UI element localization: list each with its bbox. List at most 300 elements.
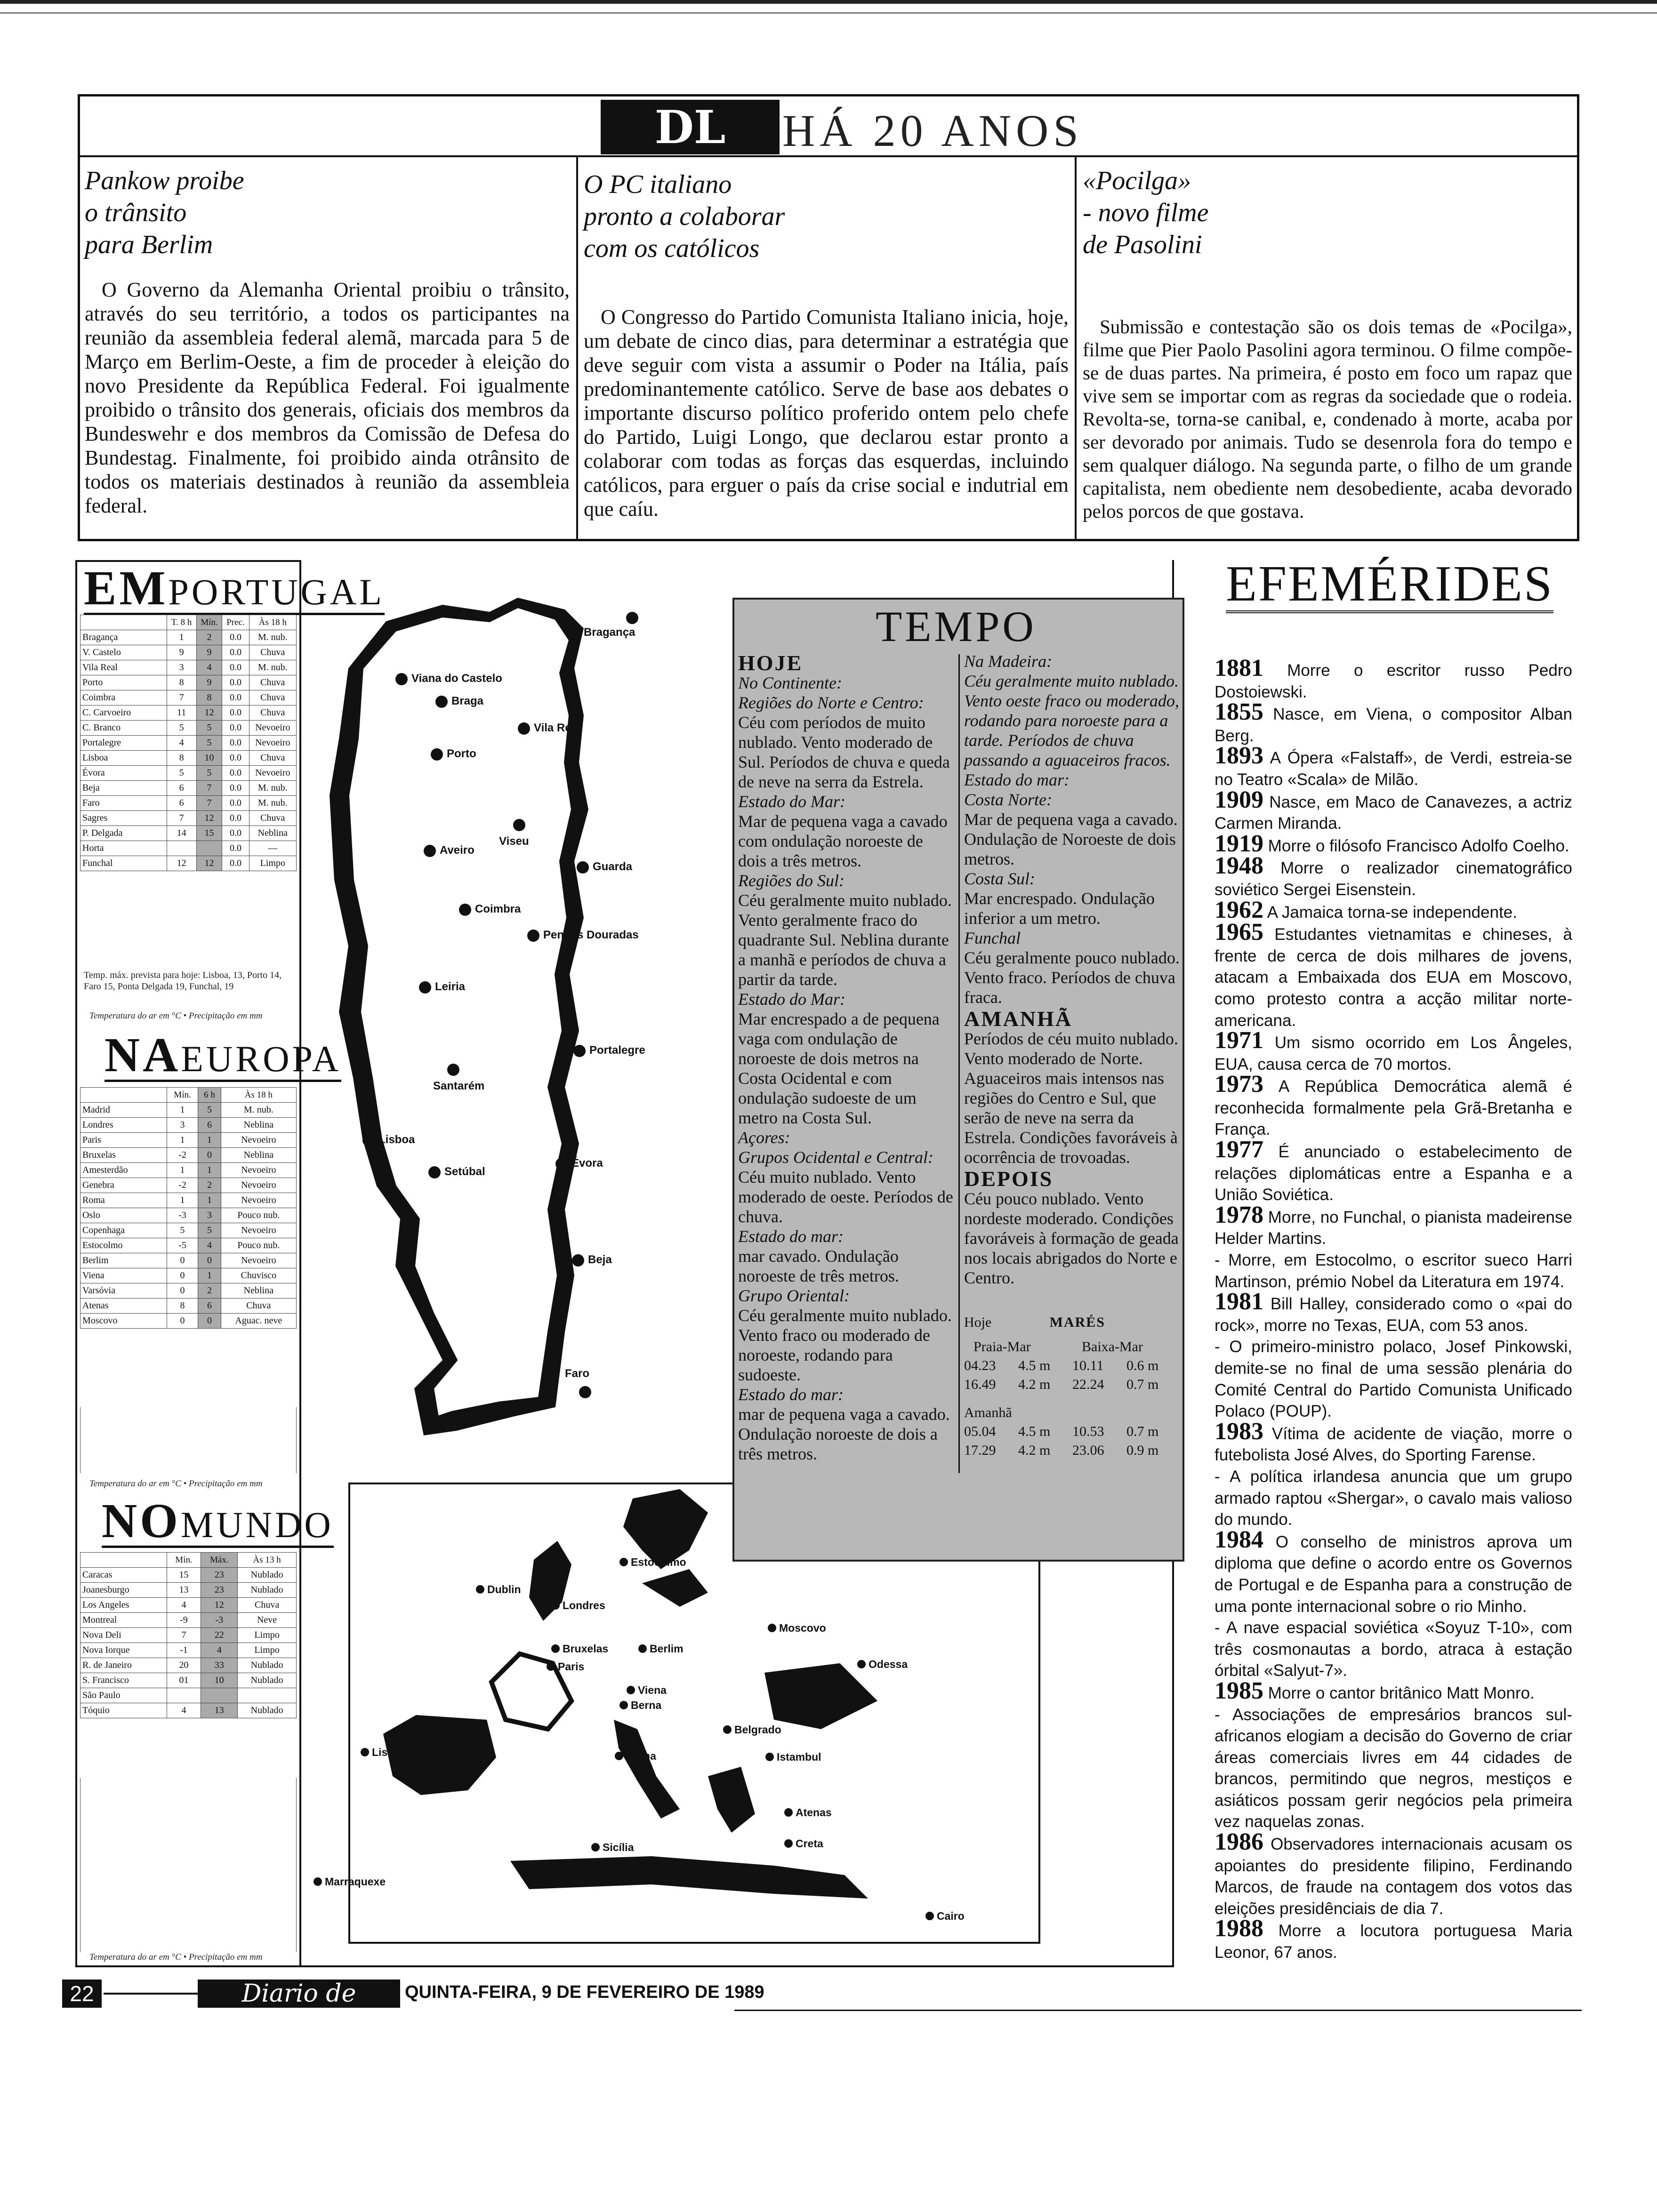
map-city-label: Madrid	[433, 1743, 469, 1755]
mares-value: 22.24	[1072, 1377, 1104, 1392]
tempo-paragraph: Céu geralmente pouco nublado. Vento fraco. Períodos de chuva fraca.	[964, 948, 1180, 1007]
map-city-dot	[424, 845, 436, 857]
europa-table-row	[80, 1163, 297, 1178]
efemeride-entry	[1215, 1617, 1572, 1682]
efemeride-entry	[1215, 830, 1572, 857]
mundo-table-value-cell: Nublado	[238, 1583, 297, 1598]
efemeride-entry	[1215, 1071, 1572, 1140]
map-city-dot	[428, 1166, 441, 1178]
europa-table-value-cell: -2	[167, 1148, 198, 1163]
map-city-dot	[765, 1753, 774, 1761]
portugal-table-value-cell	[167, 841, 196, 856]
mundo-table-row	[80, 1658, 297, 1673]
europa-table-city-cell: Bruxelas	[80, 1148, 167, 1163]
mares-value: 10.53	[1072, 1424, 1104, 1439]
europa-table-city-cell: Moscovo	[80, 1314, 167, 1329]
portugal-temp-note: Temp. máx. prevista para hoje: Lisboa, 13, Porto 14, Faro 15, Ponta Delgada 19, Funchal, 19	[84, 970, 282, 992]
portugal-table-city-cell: Faro	[80, 796, 167, 811]
portugal-table-city-cell: Porto	[80, 675, 167, 690]
europa-table-value-cell: Neblina	[221, 1283, 296, 1298]
europe-map-coast-mediterranean	[510, 1856, 868, 1899]
map-city-dot	[784, 1808, 793, 1817]
europa-table-value-cell: Neblina	[221, 1118, 296, 1133]
efemerides-list	[1215, 655, 1572, 1964]
map-city-dot	[459, 904, 471, 916]
tempo-paragraph: Mar encrespado a de pequena vaga com ondulação de noroeste de dois metros na Costa Ocidental e com ondulação sudoeste de um metro na Costa Sul.	[738, 1010, 940, 1127]
europa-legend: Temperatura do ar em °C • Precipitação em mm	[89, 1479, 263, 1489]
mundo-table-value-cell: 23	[201, 1568, 238, 1583]
dl-logo: DL	[601, 100, 780, 154]
tempo-paragraph: Mar de pequena vaga a cavado com ondulação noroeste de dois a três metros.	[738, 812, 948, 870]
efemeride-text: Um sismo ocorrido em Los Ângeles, EUA, causa cerca de 70 mortos.	[1215, 1034, 1572, 1074]
efemeride-year: 1971	[1215, 1027, 1263, 1054]
map-city-label: Faro	[565, 1367, 590, 1380]
map-city-label: Braga	[451, 695, 484, 707]
mundo-table-value-cell: Nublado	[238, 1658, 297, 1673]
tempo-paragraph: Costa Sul:	[964, 869, 1036, 888]
portugal-table-value-cell: Chuva	[249, 675, 296, 690]
section-title-ha-20-anos: HÁ 20 ANOS	[782, 105, 1083, 156]
portugal-table-value-cell: Nevoeiro	[249, 736, 296, 751]
portugal-table-value-cell: 0.0	[222, 660, 249, 675]
portugal-table-city-cell: P. Delgada	[80, 826, 167, 841]
mundo-table-city-cell: Joanesburgo	[80, 1583, 167, 1598]
portugal-table-row	[80, 856, 297, 871]
mundo-table-value-cell: -1	[167, 1643, 201, 1658]
portugal-table-value-cell: 1	[167, 630, 196, 645]
europa-table-header-cell: 6 h	[198, 1088, 221, 1103]
portugal-table-value-cell: 11	[167, 705, 196, 721]
mares-value: 04.23	[964, 1358, 996, 1373]
mares-value: 4.5 m	[1018, 1424, 1051, 1439]
efemeride-text: - O primeiro-ministro polaco, Josef Pinkowski, demite-se no final de uma sessão plenária do Comité Central do Partido Comunista Unificado Polaco (POUP).	[1215, 1338, 1572, 1421]
portugal-table-value-cell: 12	[167, 856, 196, 871]
tempo-paragraph: Estado do Mar:	[738, 792, 845, 811]
europa-table-city-cell: Roma	[80, 1193, 167, 1208]
efemerides-title: EFEMÉRIDES	[1226, 557, 1553, 613]
europa-table-header-cell: Às 18 h	[221, 1088, 296, 1103]
efemeride-text: Observadores internacionais acusam os apoiantes do presidente filipino, Ferdinando Marcos, de fraude na contagem dos votos das eleições presidênciais de dia 7.	[1215, 1835, 1572, 1918]
efemeride-year: 1893	[1215, 742, 1263, 769]
tempo-paragraph: HOJE	[738, 651, 803, 675]
portugal-table-value-cell: 0.0	[222, 841, 249, 856]
mundo-table-city-cell: Nova Deli	[80, 1628, 167, 1643]
efemeride-entry	[1215, 1677, 1572, 1704]
portugal-table-row	[80, 645, 297, 660]
map-city-label: Évora	[571, 1157, 603, 1170]
map-city-dot	[723, 1725, 732, 1734]
portugal-table-value-cell: 0.0	[222, 751, 249, 766]
mundo-table-value-cell	[238, 1688, 297, 1703]
tempo-paragraph: Mar encrespado. Ondulação inferior a um metro.	[964, 889, 1155, 928]
portugal-table-row	[80, 781, 297, 796]
portugal-table-row	[80, 811, 297, 826]
portugal-table-value-cell: 8	[196, 690, 222, 705]
efemeride-year: 1909	[1215, 786, 1263, 813]
map-city-dot	[518, 722, 530, 735]
portugal-table-city-cell: C. Carvoeiro	[80, 705, 167, 721]
em-portugal-title: EMPORTUGAL	[84, 561, 385, 615]
portugal-table-value-cell: 12	[196, 705, 222, 721]
portugal-table-value-cell	[196, 841, 222, 856]
mares-value: 16.49	[964, 1377, 996, 1392]
tempo-paragraph: Períodos de céu muito nublado. Vento moderado de Norte. Aguaceiros mais intensos nas regiões do Centro e Sul, que serão de neve na serra da Estrela. Condições favoráveis à ocorrência de trovoadas.	[964, 1029, 1178, 1167]
efemeride-text: Morre o cantor britânico Matt Monro.	[1268, 1683, 1535, 1702]
portugal-table-value-cell: 0.0	[222, 856, 249, 871]
tempo-paragraph: Regiões do Sul:	[738, 871, 845, 890]
portugal-table-city-cell: Évora	[80, 766, 167, 781]
mares-value: 4.2 m	[1018, 1443, 1051, 1458]
article-3-body: Submissão e contestação são os dois temas de «Pocilga», filme que Pier Paolo Pasolini agora terminou. O filme compõe-se de duas partes. Na primeira, é posto em foco um rapaz que vive sem se importar com as regras da sociedade que o rodeia. Revolta-se, torna-se canibal, e, condenado à morte, acaba por ser devorado por animais. Tudo se desenrola fora do tempo e sem qualquer diálogo. Na segunda parte, o filho de um grande capitalista, nem obediente nem desobediente, acaba devorado pelos porcos de que gostava.	[1083, 316, 1572, 522]
map-city-label: Moscovo	[779, 1622, 826, 1634]
portugal-table-header-cell	[80, 615, 167, 630]
efemeride-text: A República Democrática alemã é reconhecida formalmente pela Grã-Bretanha e França.	[1215, 1077, 1572, 1139]
portugal-table-value-cell: Chuva	[249, 705, 296, 721]
tempo-paragraph: Costa Norte:	[964, 790, 1053, 809]
mares-value: 10.11	[1072, 1358, 1104, 1373]
map-city-dot	[476, 1585, 484, 1594]
europa-table-value-cell: -5	[167, 1238, 198, 1253]
tempo-column-2	[964, 651, 1181, 1288]
europa-table-value-cell: 2	[198, 1283, 221, 1298]
portugal-table-row	[80, 751, 297, 766]
portugal-table-value-cell: 4	[167, 736, 196, 751]
map-city-dot	[619, 1701, 628, 1709]
portugal-table-value-cell: 15	[196, 826, 222, 841]
portugal-table-value-cell: —	[249, 841, 296, 856]
efemeride-text: Vítima de acidente de viação, morre o futebolista José Alves, do Sporting Farense.	[1215, 1424, 1572, 1465]
europa-table-city-cell: Amesterdão	[80, 1163, 167, 1178]
europe-map-coast-baltic	[642, 1569, 708, 1607]
mundo-table-value-cell	[167, 1688, 201, 1703]
map-city-label: Londres	[563, 1599, 605, 1611]
mundo-table-value-cell	[201, 1688, 238, 1703]
europa-table-row	[80, 1268, 297, 1283]
efemeride-year: 1986	[1215, 1828, 1263, 1856]
portugal-table-value-cell: 0.0	[222, 645, 249, 660]
portugal-table-value-cell: Neblina	[249, 826, 296, 841]
europa-table-value-cell: 5	[198, 1103, 221, 1118]
europa-table-value-cell: 6	[198, 1298, 221, 1314]
mundo-table-row	[80, 1613, 297, 1628]
mundo-table-value-cell: 33	[201, 1658, 238, 1673]
mundo-table-row	[80, 1598, 297, 1613]
efemeride-entry	[1215, 1418, 1572, 1466]
map-city-label: Vila Real	[534, 721, 581, 734]
na-europa-title: NAEUROPA	[105, 1028, 342, 1082]
map-city-dot	[627, 1686, 635, 1694]
mundo-table-city-cell: Caracas	[80, 1568, 167, 1583]
map-city-label: Oslo	[647, 1527, 672, 1539]
map-city-dot	[626, 612, 638, 624]
map-city-label: Dublin	[487, 1583, 521, 1595]
portugal-table-value-cell: 12	[196, 856, 222, 871]
mundo-table-row	[80, 1583, 297, 1598]
map-city-dot	[857, 1660, 866, 1668]
europa-table-row	[80, 1238, 297, 1253]
mundo-table-row	[80, 1643, 297, 1658]
mundo-table-value-cell: Nublado	[238, 1703, 297, 1718]
tempo-paragraph: Céu muito nublado. Vento moderado de oeste. Períodos de chuva.	[738, 1168, 953, 1226]
europa-table-value-cell: 2	[198, 1178, 221, 1193]
article-3-title: «Pocilga» - novo filme de Pasolini	[1083, 166, 1209, 259]
efemeride-entry	[1215, 1250, 1572, 1292]
portugal-table-city-cell: V. Castelo	[80, 645, 167, 660]
europa-table-row	[80, 1193, 297, 1208]
efemeride-year: 1981	[1215, 1288, 1263, 1315]
portugal-table-value-cell: 7	[196, 796, 222, 811]
map-city-label: Viana do Castelo	[411, 672, 502, 685]
europa-table-value-cell: Chuvisco	[221, 1268, 296, 1283]
mundo-table-header-cell: Às 13 h	[238, 1553, 297, 1568]
efemeride-text: O conselho de ministros aprova um diploma que define o acordo entre os Governos de Portugal e de Espanha para a construção de uma ponte internacional sobre o rio Minho.	[1215, 1532, 1572, 1616]
portugal-table-city-cell: Bragança	[80, 630, 167, 645]
efemeride-year: 1948	[1215, 852, 1263, 880]
portugal-table-value-cell: 0.0	[222, 690, 249, 705]
europa-table-value-cell: Nevoeiro	[221, 1163, 296, 1178]
efemeride-text: Morre o escritor russo Pedro Dostoiewski.	[1215, 661, 1572, 701]
europa-table-value-cell: 0	[198, 1148, 221, 1163]
map-city-dot	[636, 1529, 644, 1538]
map-city-label: Porto	[447, 747, 476, 760]
column-divider-2	[1075, 157, 1077, 541]
europa-table-value-cell: 3	[198, 1208, 221, 1223]
mares-amanha-rows	[964, 1422, 1181, 1460]
map-city-dot	[435, 696, 448, 708]
mares-value: 17.29	[964, 1443, 996, 1458]
tempo-paragraph: Estado do mar:	[964, 770, 1070, 789]
europa-table-city-cell: Madrid	[80, 1103, 167, 1118]
portugal-table-value-cell: 8	[167, 751, 196, 766]
column-divider-1	[576, 157, 578, 541]
portugal-table-row	[80, 721, 297, 736]
efemeride-year: 1973	[1215, 1071, 1263, 1098]
europa-table-value-cell: Nevoeiro	[221, 1223, 296, 1238]
portugal-table-value-cell: 14	[167, 826, 196, 841]
tempo-paragraph: Mar de pequena vaga a cavado. Ondulação de Noroeste de dois metros.	[964, 810, 1178, 868]
mundo-table-city-cell: São Paulo	[80, 1688, 167, 1703]
europa-table-value-cell: 8	[167, 1298, 198, 1314]
portugal-table-city-cell: Coimbra	[80, 690, 167, 705]
map-city-label: Beja	[588, 1253, 612, 1266]
map-city-dot	[447, 1064, 459, 1076]
europa-table-blank-area	[80, 1407, 297, 1473]
portugal-table-value-cell: 5	[196, 736, 222, 751]
mundo-table-header-row	[80, 1553, 297, 1568]
mundo-table-row	[80, 1673, 297, 1688]
portugal-table-value-cell: Chuva	[249, 811, 296, 826]
map-city-label: Atenas	[796, 1806, 832, 1819]
map-city-dot	[555, 1158, 568, 1170]
tempo-paragraph: Grupos Ocidental e Central:	[738, 1148, 933, 1167]
mundo-table-value-cell: -9	[167, 1613, 201, 1628]
map-city-dot	[362, 1134, 375, 1146]
europa-table-row	[80, 1253, 297, 1268]
mundo-table-value-cell: Neve	[238, 1613, 297, 1628]
europa-table-value-cell: Chuva	[221, 1298, 296, 1314]
mares-value: 0.9 m	[1126, 1443, 1159, 1458]
map-city-label: Berlim	[650, 1643, 684, 1655]
portugal-table-value-cell: 0.0	[222, 630, 249, 645]
mundo-table-value-cell: -3	[201, 1613, 238, 1628]
map-city-label: Lisboa	[372, 1746, 407, 1758]
efemeride-entry	[1215, 1288, 1572, 1336]
mundo-table-value-cell: 22	[201, 1628, 238, 1643]
portugal-table-value-cell: 10	[196, 751, 222, 766]
portugal-table-value-cell: 2	[196, 630, 222, 645]
europa-table-value-cell: 0	[167, 1253, 198, 1268]
portugal-table-value-cell: Chuva	[249, 690, 296, 705]
article-1-title: Pankow proibe o trânsito para Berlim	[85, 166, 244, 259]
article-1-body: O Governo da Alemanha Oriental proibiu o trânsito, através do seu território, a todos os participantes na reunião da assembleia federal alemã, marcada para 5 de Março em Berlim-Oeste, a fim de proceder à eleição do novo Presidente da República Federal. Foi igualmente proibido o trânsito dos generais, oficiais dos membros da Bundeswehr e dos membros da Comissão de Defesa do Bundestag. Finalmente, foi proibido ainda otrânsito de todos os materiais destinados à reunião da assembleia federal.	[85, 278, 570, 517]
map-city-label: Lisboa	[378, 1133, 415, 1146]
map-city-label: Estocolmo	[631, 1556, 686, 1568]
europa-table-value-cell: M. nub.	[221, 1103, 296, 1118]
mundo-table-city-cell: Los Angeles	[80, 1598, 167, 1613]
map-city-label: Portalegre	[589, 1044, 645, 1057]
map-city-label: Leiria	[435, 980, 466, 993]
europa-table-city-cell: Londres	[80, 1118, 167, 1133]
portugal-table-value-cell: 0.0	[222, 736, 249, 751]
europa-table-value-cell: 1	[198, 1163, 221, 1178]
europe-map-coast-blacksea	[764, 1663, 877, 1729]
europa-table-row	[80, 1223, 297, 1238]
tempo-paragraph: Céu com períodos de muito nublado. Vento moderado de Sul. Períodos de chuva e queda de neve na serra da Estrela.	[738, 713, 950, 791]
mares-value: 23.06	[1072, 1443, 1104, 1458]
efemeride-year: 1919	[1215, 830, 1263, 857]
europa-table-city-cell: Oslo	[80, 1208, 167, 1223]
mundo-table-blank-area	[80, 1778, 297, 1952]
map-city-label: Odessa	[869, 1658, 908, 1670]
tempo-paragraph: Estado do mar:	[738, 1385, 844, 1404]
efemeride-text: Morre o filósofo Francisco Adolfo Coelho.	[1268, 836, 1569, 855]
map-city-label: Setúbal	[444, 1165, 485, 1178]
mundo-table-city-cell: S. Francisco	[80, 1673, 167, 1688]
europa-table-value-cell: 1	[198, 1193, 221, 1208]
efemeride-text: Morre o realizador cinematográfico soviético Sergei Eisenstein.	[1215, 859, 1572, 899]
diario-de-lisboa-logo: Diario de Lisboa	[198, 1980, 400, 2008]
mundo-table-value-cell: 13	[167, 1583, 201, 1598]
efemeride-text: - A nave espacial soviética «Soyuz T-10», com três cosmonautas a bordo, atraca à estação órbital «Salyut-7».	[1215, 1619, 1572, 1680]
portugal-table-value-cell: 0.0	[222, 675, 249, 690]
portugal-table-value-cell: 5	[196, 721, 222, 736]
efemeride-text: A Ópera «Falstaff», de Verdi, estreia-se no Teatro «Scala» de Milão.	[1215, 749, 1572, 789]
mundo-table-value-cell: 7	[167, 1628, 201, 1643]
mares-hoje-rows	[964, 1356, 1181, 1394]
map-city-dot	[527, 930, 539, 942]
portugal-table-header-cell: T. 8 h	[167, 615, 196, 630]
mundo-table-value-cell: 4	[201, 1643, 238, 1658]
map-city-dot	[591, 1843, 600, 1851]
portugal-table-city-cell: Portalegre	[80, 736, 167, 751]
portugal-table-row	[80, 705, 297, 721]
europa-table-value-cell: 1	[198, 1133, 221, 1148]
efemeride-entry	[1215, 919, 1572, 1031]
mares-value: 0.6 m	[1126, 1358, 1159, 1373]
map-city-label: Berna	[631, 1699, 662, 1711]
mundo-table-value-cell: Limpo	[238, 1628, 297, 1643]
europa-table-row	[80, 1314, 297, 1329]
map-city-dot	[314, 1877, 322, 1886]
efemeride-entry	[1215, 896, 1572, 923]
mundo-weather-table	[80, 1552, 297, 1718]
europa-table-city-cell: Atenas	[80, 1298, 167, 1314]
efemeride-entry	[1215, 655, 1572, 703]
tempo-paragraph: Estado do mar:	[738, 1227, 844, 1246]
map-city-label: Creta	[796, 1837, 823, 1850]
mundo-table-header-cell: Mín.	[167, 1553, 201, 1568]
mares-preia-label: Praia-Mar	[973, 1339, 1031, 1354]
mundo-table-city-cell: Tóquio	[80, 1703, 167, 1718]
top-rule-thin	[0, 12, 1657, 14]
europa-table-value-cell: 0	[167, 1314, 198, 1329]
portugal-table-row	[80, 796, 297, 811]
portugal-table-value-cell: 8	[167, 675, 196, 690]
mundo-table-value-cell: Limpo	[238, 1643, 297, 1658]
mares-amanha-label: Amanhã	[964, 1405, 1012, 1420]
mundo-table-value-cell: 4	[167, 1598, 201, 1613]
portugal-table-value-cell: 9	[196, 645, 222, 660]
map-city-label: Penhas Douradas	[543, 929, 639, 941]
portugal-table-row	[80, 736, 297, 751]
europa-table-row	[80, 1133, 297, 1148]
europa-table-value-cell: -2	[167, 1178, 198, 1193]
tempo-paragraph: Açores:	[738, 1128, 790, 1147]
portugal-table-header-row	[80, 615, 297, 630]
portugal-table-value-cell: 0.0	[222, 781, 249, 796]
mundo-table-value-cell: 23	[201, 1583, 238, 1598]
efemeride-text: Estudantes vietnamitas e chineses, à frente de cerca de dois milhares de jovens, atacam a Embaixada dos EUA em Moscovo, como protesto contra a acção militar norte-americana.	[1215, 925, 1572, 1030]
map-city-label: Santarém	[433, 1080, 485, 1092]
europa-table-city-cell: Estocolmo	[80, 1238, 167, 1253]
portugal-table-value-cell: 12	[196, 811, 222, 826]
map-city-dot	[573, 1045, 586, 1057]
portugal-legend: Temperatura do ar em °C • Precipitação em mm	[89, 1011, 263, 1021]
map-city-label: Bragança	[584, 626, 635, 639]
issue-date: QUINTA-FEIRA, 9 DE FEVEREIRO DE 1989	[405, 1982, 764, 2002]
map-city-dot	[422, 1745, 430, 1754]
portugal-table-value-cell: 3	[167, 660, 196, 675]
europa-table-value-cell: -3	[167, 1208, 198, 1223]
mundo-table-row	[80, 1568, 297, 1583]
map-city-label: Roma	[626, 1750, 656, 1762]
map-city-dot	[579, 1386, 591, 1398]
efemeride-year: 1978	[1215, 1201, 1263, 1228]
map-city-label: Guarda	[593, 860, 633, 873]
map-city-dot	[395, 673, 408, 685]
map-city-dot	[419, 981, 431, 994]
europa-table-header-cell	[80, 1088, 167, 1103]
map-city-label: Paris	[558, 1660, 585, 1673]
portugal-table-value-cell: Chuva	[249, 751, 296, 766]
efemeride-year: 1881	[1215, 655, 1263, 681]
europa-table-value-cell: 0	[198, 1314, 221, 1329]
map-city-label: Belgrado	[734, 1723, 781, 1736]
europa-table-value-cell: 1	[167, 1103, 198, 1118]
europa-table-value-cell: Neblina	[221, 1148, 296, 1163]
mundo-table-header-cell: Máx.	[201, 1553, 238, 1568]
portugal-table-value-cell: 5	[167, 721, 196, 736]
map-city-dot	[547, 1662, 555, 1671]
europa-table-row	[80, 1208, 297, 1223]
portugal-table-value-cell: 0.0	[222, 705, 249, 721]
mundo-table-value-cell: Nublado	[238, 1673, 297, 1688]
portugal-table-city-cell: Lisboa	[80, 751, 167, 766]
portugal-table-value-cell: M. nub.	[249, 630, 296, 645]
map-city-label: Marraquexe	[325, 1875, 386, 1888]
europa-table-value-cell: 0	[167, 1283, 198, 1298]
efemeride-entry	[1215, 852, 1572, 900]
